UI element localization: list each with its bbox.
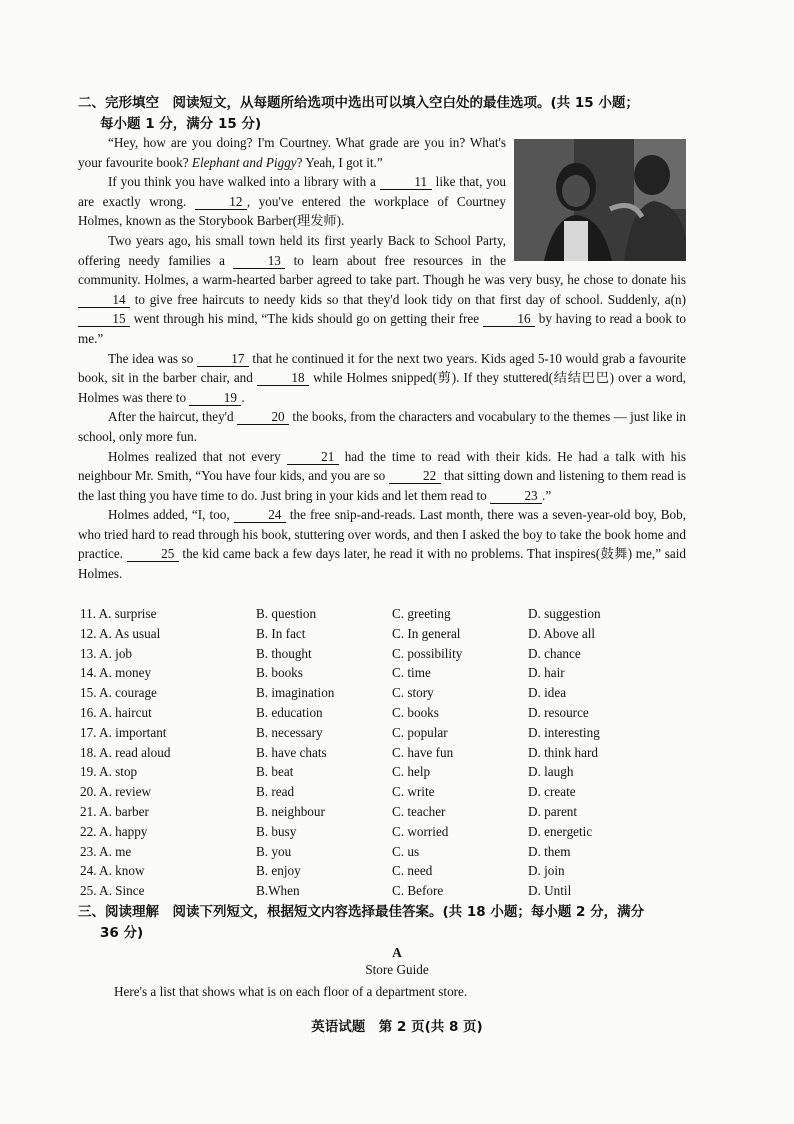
option-b[interactable]: B. enjoy [256, 863, 301, 879]
paragraph-4: The idea was so 17 that he continued it for the next two years. Kids aged 5-10 would grab a favourite book, sit in the barber chair, and 18 while Holmes snipped(剪). If they stuttered(结结巴巴) over a word, Holmes was there to 19 . [78, 350, 687, 405]
option-row [78, 782, 698, 802]
option-c[interactable]: C. In general [392, 625, 461, 641]
section-2-line2: 每小题 1 分，满分 15 分) [100, 116, 262, 132]
option-a[interactable]: 15. A. courage [80, 685, 157, 701]
option-b[interactable]: B. beat [256, 764, 294, 780]
option-d[interactable]: D. interesting [528, 724, 600, 740]
option-c[interactable]: C. time [392, 665, 431, 681]
option-a[interactable]: 23. A. me [80, 843, 132, 859]
blank-25: 25 [127, 546, 179, 562]
paragraph-5: After the haircut, they'd 20 the books, from the characters and vocabulary to the themes — just like in school, only more fun. [78, 409, 686, 444]
option-b[interactable]: B. In fact [256, 625, 306, 641]
option-a[interactable]: 24. A. know [80, 863, 145, 879]
option-d[interactable]: D. resource [528, 704, 589, 720]
option-row [78, 604, 698, 624]
option-row [78, 802, 698, 822]
option-d[interactable]: D. hair [528, 665, 565, 681]
store-guide-intro: Here's a list that shows what is on each floor of a department store. [114, 984, 468, 999]
part-a-label: A [392, 945, 402, 960]
option-d[interactable]: D. parent [528, 803, 578, 819]
blank-24: 24 [234, 507, 286, 523]
option-c[interactable]: C. Before [392, 883, 444, 899]
paragraph-2: If you think you have walked into a library with a 11 like that, you are exactly wrong. 12 , you've entered the workplace of Courtney Holmes, known as the Storybook Barber(理发师). [78, 174, 507, 229]
blank-11: 11 [380, 174, 432, 190]
blank-18: 18 [257, 370, 309, 386]
option-row [78, 683, 698, 703]
option-a[interactable]: 14. A. money [80, 665, 152, 681]
option-d[interactable]: D. energetic [528, 823, 593, 839]
answer-options [78, 604, 698, 901]
section-2-line1: 二、完形填空 阅读短文，从每题所给选项中选出可以填入空白处的最佳选项。(共 15 小题； [78, 95, 639, 111]
page-footer: 英语试题 第 2 页(共 8 页) [311, 1019, 483, 1035]
option-a[interactable]: 19. A. stop [80, 764, 138, 780]
option-a[interactable]: 16. A. haircut [80, 704, 152, 720]
option-c[interactable]: C. popular [392, 724, 448, 740]
section-3-line2: 36 分) [100, 925, 144, 941]
option-d[interactable]: D. them [528, 843, 571, 859]
option-a[interactable]: 11. A. surprise [80, 606, 157, 621]
section-2-heading [78, 93, 688, 135]
store-guide-title: Store Guide [365, 962, 429, 977]
paragraph-3: Two years ago, his small town held its first yearly Back to School Party, offering needy families a 13 to learn about free resources in the community. Holmes, a warm-hearted barber agreed to take part. Though he was very busy, he chose to donate his 14 to give free haircuts to needy kids so that they'd look tidy on that first day of school. Suddenly, a(n) 15 went through his mind, “The kids should go on getting their free 16 by having to read a book to me.” [78, 232, 687, 346]
option-a[interactable]: 22. A. happy [80, 823, 148, 839]
option-c[interactable]: C. help [392, 764, 431, 780]
option-b[interactable]: B.When [256, 883, 300, 899]
option-a[interactable]: 12. A. As usual [80, 625, 161, 641]
blank-21: 21 [287, 449, 339, 465]
option-b[interactable]: B. thought [256, 645, 312, 661]
option-c[interactable]: C. have fun [392, 744, 454, 760]
option-a[interactable]: 18. A. read aloud [80, 744, 171, 760]
option-a[interactable]: 20. A. review [80, 784, 152, 800]
blank-14: 14 [78, 292, 130, 308]
option-a[interactable]: 25. A. Since [80, 883, 145, 899]
blank-23: 23 [490, 488, 542, 504]
option-c[interactable]: C. possibility [392, 645, 463, 661]
option-row [78, 703, 698, 723]
cloze-passage [78, 133, 686, 584]
option-d[interactable]: D. join [528, 863, 565, 879]
option-a[interactable]: 21. A. barber [80, 803, 149, 819]
option-d[interactable]: D. chance [528, 645, 581, 661]
option-c[interactable]: C. us [392, 843, 420, 859]
option-b[interactable]: B. question [256, 606, 317, 621]
option-d[interactable]: D. Until [528, 883, 572, 899]
barber-photo [514, 139, 686, 261]
blank-22: 22 [389, 468, 441, 484]
blank-16: 16 [483, 311, 535, 327]
blank-13: 13 [233, 253, 285, 269]
paragraph-7: Holmes added, “I, too, 24 the free snip-and-reads. Last month, there was a seven-year-old boy, Bob, who tried hard to read through his book, stuttering over words, and then I asked the boy to take the book home and practice. 25 the kid came back a few days later, he read it with no problems. That inspires(鼓舞) me,” said Holmes. [78, 507, 687, 582]
option-c[interactable]: C. need [392, 863, 433, 879]
option-row [78, 881, 698, 901]
option-d[interactable]: D. Above all [528, 625, 596, 641]
option-a[interactable]: 17. A. important [80, 724, 167, 740]
barber-photo-image [514, 139, 686, 261]
option-d[interactable]: D. suggestion [528, 606, 601, 621]
section-3-line1: 三、阅读理解 阅读下列短文，根据短文内容选择最佳答案。(共 18 小题；每小题 2 分，满分 [78, 904, 645, 920]
option-d[interactable]: D. idea [528, 685, 567, 701]
option-c[interactable]: C. worried [392, 823, 449, 839]
option-b[interactable]: B. education [256, 704, 323, 720]
option-b[interactable]: B. have chats [256, 744, 327, 760]
option-row [78, 723, 698, 743]
option-d[interactable]: D. laugh [528, 764, 574, 780]
option-c[interactable]: C. teacher [392, 803, 446, 819]
blank-19: 19 [189, 390, 241, 406]
option-row [78, 663, 698, 683]
option-a[interactable]: 13. A. job [80, 645, 133, 661]
option-row [78, 861, 698, 881]
option-b[interactable]: B. imagination [256, 685, 335, 701]
option-row [78, 822, 698, 842]
option-b[interactable]: B. neighbour [256, 803, 325, 819]
option-row [78, 624, 698, 644]
blank-12: 12 [195, 194, 247, 210]
option-b[interactable]: B. necessary [256, 724, 323, 740]
blank-17: 17 [197, 351, 249, 367]
option-row [78, 842, 698, 862]
option-b[interactable]: B. you [256, 843, 292, 859]
option-b[interactable]: B. busy [256, 823, 297, 839]
option-c[interactable]: C. books [392, 704, 439, 720]
option-b[interactable]: B. read [256, 784, 295, 800]
option-d[interactable]: D. create [528, 784, 576, 800]
option-c[interactable]: C. greeting [392, 606, 451, 621]
section-3-heading [78, 902, 688, 944]
option-c[interactable]: C. story [392, 685, 434, 701]
option-row [78, 743, 698, 763]
blank-15: 15 [78, 311, 130, 327]
option-row [78, 762, 698, 782]
option-b[interactable]: B. books [256, 665, 303, 681]
paragraph-1: “Hey, how are you doing? I'm Courtney. What grade are you in? What's your favourite book? Elephant and Piggy? Yeah, I got it.” [78, 135, 506, 170]
blank-20: 20 [237, 409, 289, 425]
option-row [78, 644, 698, 664]
option-d[interactable]: D. think hard [528, 744, 598, 760]
option-c[interactable]: C. write [392, 784, 435, 800]
paragraph-6: Holmes realized that not every 21 had the time to read with their kids. He had a talk with his neighbour Mr. Smith, “You have four kids, and you are so 22 that sitting down and listening to them read is the last thing you have time to do. Just bring in your kids and let them read to 23 .” [78, 448, 687, 503]
